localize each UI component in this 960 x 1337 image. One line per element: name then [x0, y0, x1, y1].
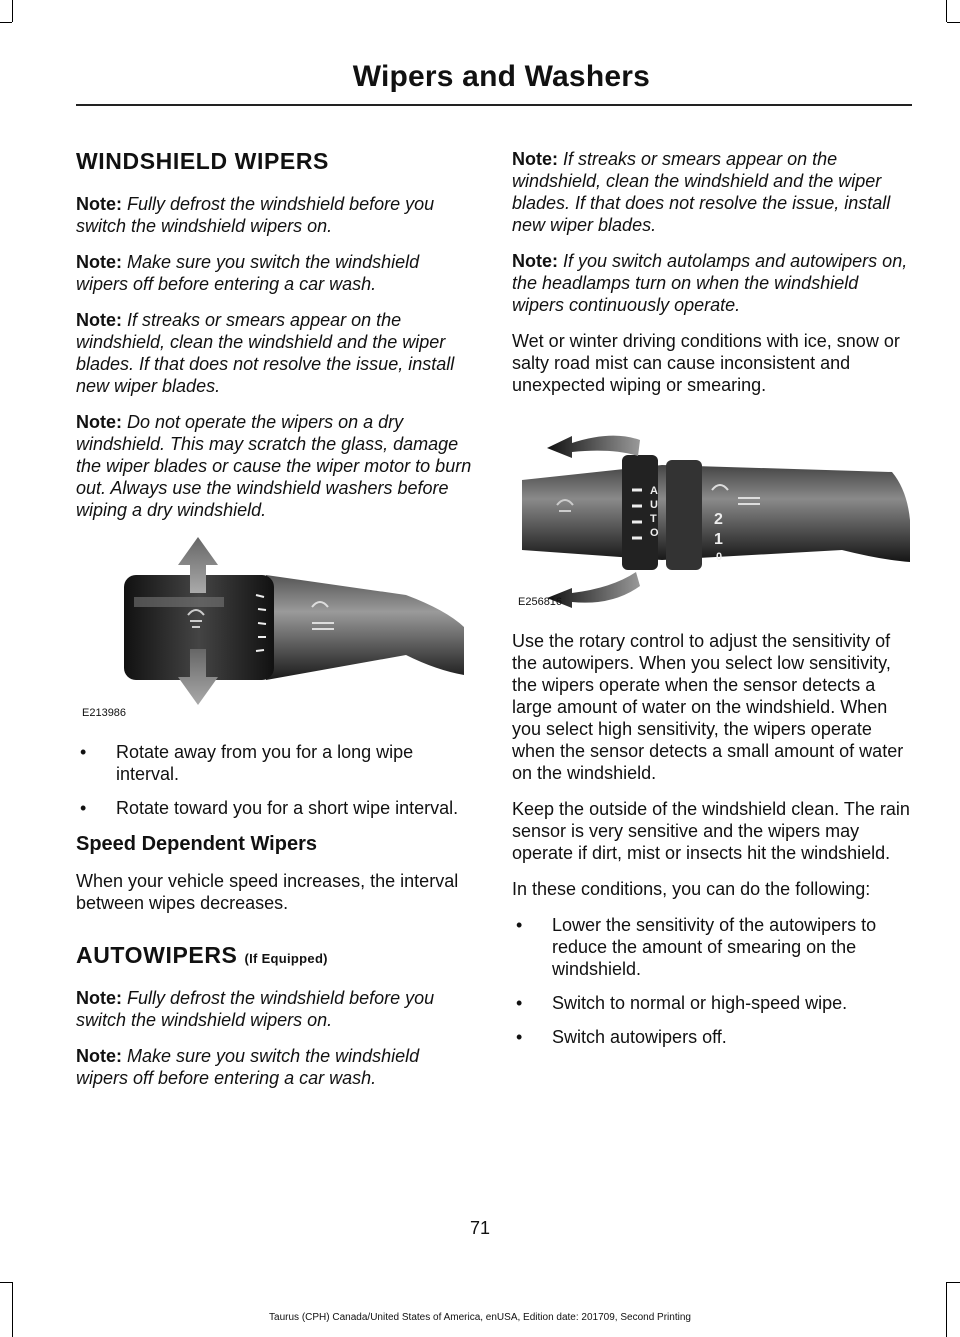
- crop-mark: [946, 0, 947, 22]
- note-label: Note:: [512, 251, 558, 271]
- rotary-paragraph: Use the rotary control to adjust the sensitivity of the autowipers. When you select low sensitivity, the wipers operate when the sensor detects a large amount of water on the windshield. When you select high sensitivity, the wipers operate when the sensor detects a small amount of water on the windshield.: [512, 631, 904, 783]
- crop-mark: [947, 22, 960, 23]
- page-header-title: Wipers and Washers: [352, 60, 650, 93]
- note-label: Note:: [76, 194, 122, 214]
- note-paragraph: [76, 193, 476, 237]
- bullet-icon: •: [516, 993, 523, 1013]
- speed-label-zero: 0: [716, 551, 723, 563]
- note-text: If streaks or smears appear on the windshield, clean the windshield and the wiper blades. If that does not resolve the issue, install new wiper blades.: [512, 149, 891, 235]
- note-paragraph: [76, 987, 476, 1031]
- note-text: If streaks or smears appear on the windshield, clean the windshield and the wiper blades. If that does not resolve the issue, install new wiper blades.: [76, 310, 455, 396]
- autowipers-equipped: (If Equipped): [244, 951, 328, 966]
- bullet-icon: •: [80, 742, 87, 762]
- list-item: [76, 741, 476, 785]
- note-label: Note:: [76, 412, 122, 432]
- bullet-icon: •: [516, 915, 523, 935]
- crop-mark: [0, 1282, 12, 1283]
- note-label: Note:: [512, 149, 558, 169]
- note-paragraph: [512, 250, 912, 316]
- autowiper-stalk-figure: [512, 410, 912, 610]
- right-column: [512, 148, 912, 1060]
- note-paragraph: [76, 309, 476, 397]
- speed-paragraph: When your vehicle speed increases, the interval between wipes decreases.: [76, 871, 459, 913]
- crop-mark: [12, 0, 13, 22]
- note-paragraph: [76, 411, 476, 521]
- note-text: Make sure you switch the windshield wipers off before entering a car wash.: [76, 252, 420, 294]
- auto-letter: O: [650, 527, 659, 539]
- bullet-icon: •: [516, 1027, 523, 1047]
- wiper-stalk-figure: [76, 535, 476, 721]
- page-footer: Taurus (CPH) Canada/United States of America, enUSA, Edition date: 201709, Second Printing: [269, 1312, 691, 1323]
- list-item-text: Rotate away from you for a long wipe interval.: [116, 742, 414, 784]
- note-paragraph: [512, 148, 912, 236]
- conditions-paragraph: Wet or winter driving conditions with ice, snow or salty road mist can cause inconsistent and unexpected wiping or smearing.: [512, 331, 900, 395]
- crop-mark: [947, 1282, 960, 1283]
- header-divider: [76, 104, 912, 106]
- list-item-text: Switch autowipers off.: [552, 1027, 727, 1047]
- bullet-icon: •: [80, 798, 87, 818]
- note-label: Note:: [76, 252, 122, 272]
- speed-label-two: 2: [714, 511, 723, 528]
- auto-letter: T: [650, 513, 657, 525]
- note-label: Note:: [76, 310, 122, 330]
- note-text: Do not operate the wipers on a dry windshield. This may scratch the glass, damage the wiper blades or cause the wiper motor to burn out. Always use the windshield washers before wiping a dry windshield.: [76, 412, 472, 520]
- list-item: [76, 797, 476, 819]
- auto-letter: A: [650, 485, 658, 497]
- figure-code: E213986: [82, 707, 127, 719]
- speed-label-one: 1: [714, 531, 723, 548]
- bullet-list: [512, 914, 912, 1048]
- wiper-stalk-illustration: [76, 535, 476, 721]
- note-label: Note:: [76, 1046, 122, 1066]
- crop-mark: [12, 1282, 13, 1337]
- list-item: [512, 1026, 912, 1048]
- autowiper-stalk-illustration: [512, 410, 912, 610]
- conditions-intro: In these conditions, you can do the following:: [512, 879, 871, 899]
- page-number: 71: [469, 1218, 491, 1238]
- list-item-text: Switch to normal or high-speed wipe.: [552, 993, 848, 1013]
- list-item: [512, 992, 912, 1014]
- crop-mark: [946, 1282, 947, 1337]
- section-heading-autowipers: [76, 942, 476, 969]
- auto-letter: U: [650, 499, 658, 511]
- note-paragraph: [76, 251, 476, 295]
- list-item-text: Rotate toward you for a short wipe interval.: [116, 798, 459, 818]
- bullet-list: [76, 741, 476, 819]
- sensor-paragraph: Keep the outside of the windshield clean. The rain sensor is very sensitive and the wipers may operate if dirt, mist or insects hit the windshield.: [512, 799, 910, 863]
- figure-code: E256816: [518, 596, 563, 608]
- note-text: Fully defrost the windshield before you switch the windshield wipers on.: [76, 988, 435, 1030]
- list-item-text: Lower the sensitivity of the autowipers to reduce the amount of smearing on the windshield.: [552, 915, 877, 979]
- left-column: [76, 148, 476, 1103]
- note-text: Fully defrost the windshield before you switch the windshield wipers on.: [76, 194, 435, 236]
- note-text: Make sure you switch the windshield wipers off before entering a car wash.: [76, 1046, 420, 1088]
- autowipers-title: AUTOWIPERS: [76, 942, 238, 968]
- crop-mark: [0, 22, 12, 23]
- note-paragraph: [76, 1045, 476, 1089]
- note-label: Note:: [76, 988, 122, 1008]
- subheading-speed-dependent-wipers: Speed Dependent Wipers: [76, 833, 317, 855]
- section-heading-windshield-wipers: WINDSHIELD WIPERS: [76, 148, 329, 174]
- list-item: [512, 914, 912, 980]
- note-text: If you switch autolamps and autowipers on, the headlamps turn on when the windshield wipers continuously operate.: [512, 251, 908, 315]
